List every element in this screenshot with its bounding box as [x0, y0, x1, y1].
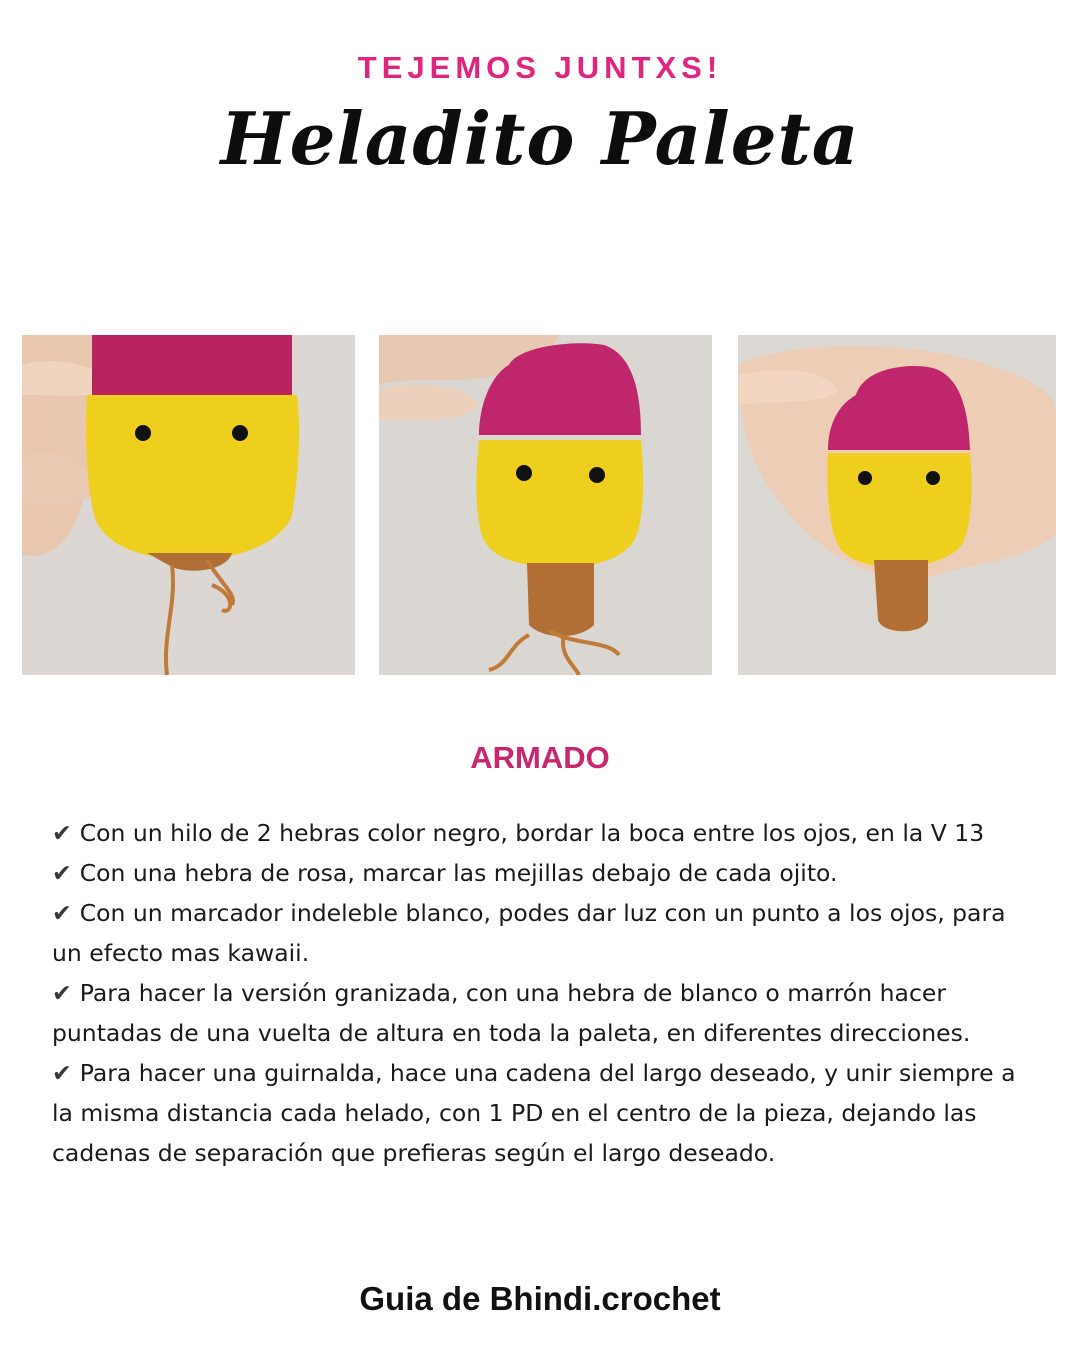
- list-item: [52, 853, 1042, 893]
- kicker-text: TEJEMOS JUNTXS!: [357, 50, 723, 85]
- checkmark-icon: ✔: [52, 1059, 72, 1087]
- photo-step-1: [22, 335, 355, 675]
- list-item: [52, 813, 1042, 853]
- list-item: [52, 1053, 1042, 1173]
- step-text: Con un hilo de 2 hebras color negro, bordar la boca entre los ojos, en la V 13: [79, 819, 985, 847]
- checkmark-icon: ✔: [52, 979, 72, 1007]
- footer-credit: Guia de Bhindi.crochet: [359, 1280, 721, 1317]
- list-item: [52, 893, 1042, 973]
- photo-step-3: [738, 335, 1056, 675]
- instructions-list: [52, 813, 1042, 1173]
- step-text: Con un marcador indeleble blanco, podes dar luz con un punto a los ojos, para un efecto mas kawaii.: [52, 899, 1006, 967]
- checkmark-icon: ✔: [52, 819, 72, 847]
- page-title: Heladito Paleta: [220, 96, 860, 181]
- section-heading: ARMADO: [470, 740, 610, 775]
- list-item: [52, 973, 1042, 1053]
- step-text: Para hacer una guirnalda, hace una cadena del largo deseado, y unir siempre a la misma distancia cada helado, con 1 PD en el centro de la pieza, dejando las cadenas de separación que prefieras según el largo deseado.: [52, 1059, 1016, 1167]
- step-text: Para hacer la versión granizada, con una hebra de blanco o marrón hacer puntadas de una vuelta de altura en toda la paleta, en diferentes direcciones.: [52, 979, 971, 1047]
- step-text: Con una hebra de rosa, marcar las mejillas debajo de cada ojito.: [79, 859, 838, 887]
- photo-step-2: [379, 335, 712, 675]
- checkmark-icon: ✔: [52, 899, 72, 927]
- checkmark-icon: ✔: [52, 859, 72, 887]
